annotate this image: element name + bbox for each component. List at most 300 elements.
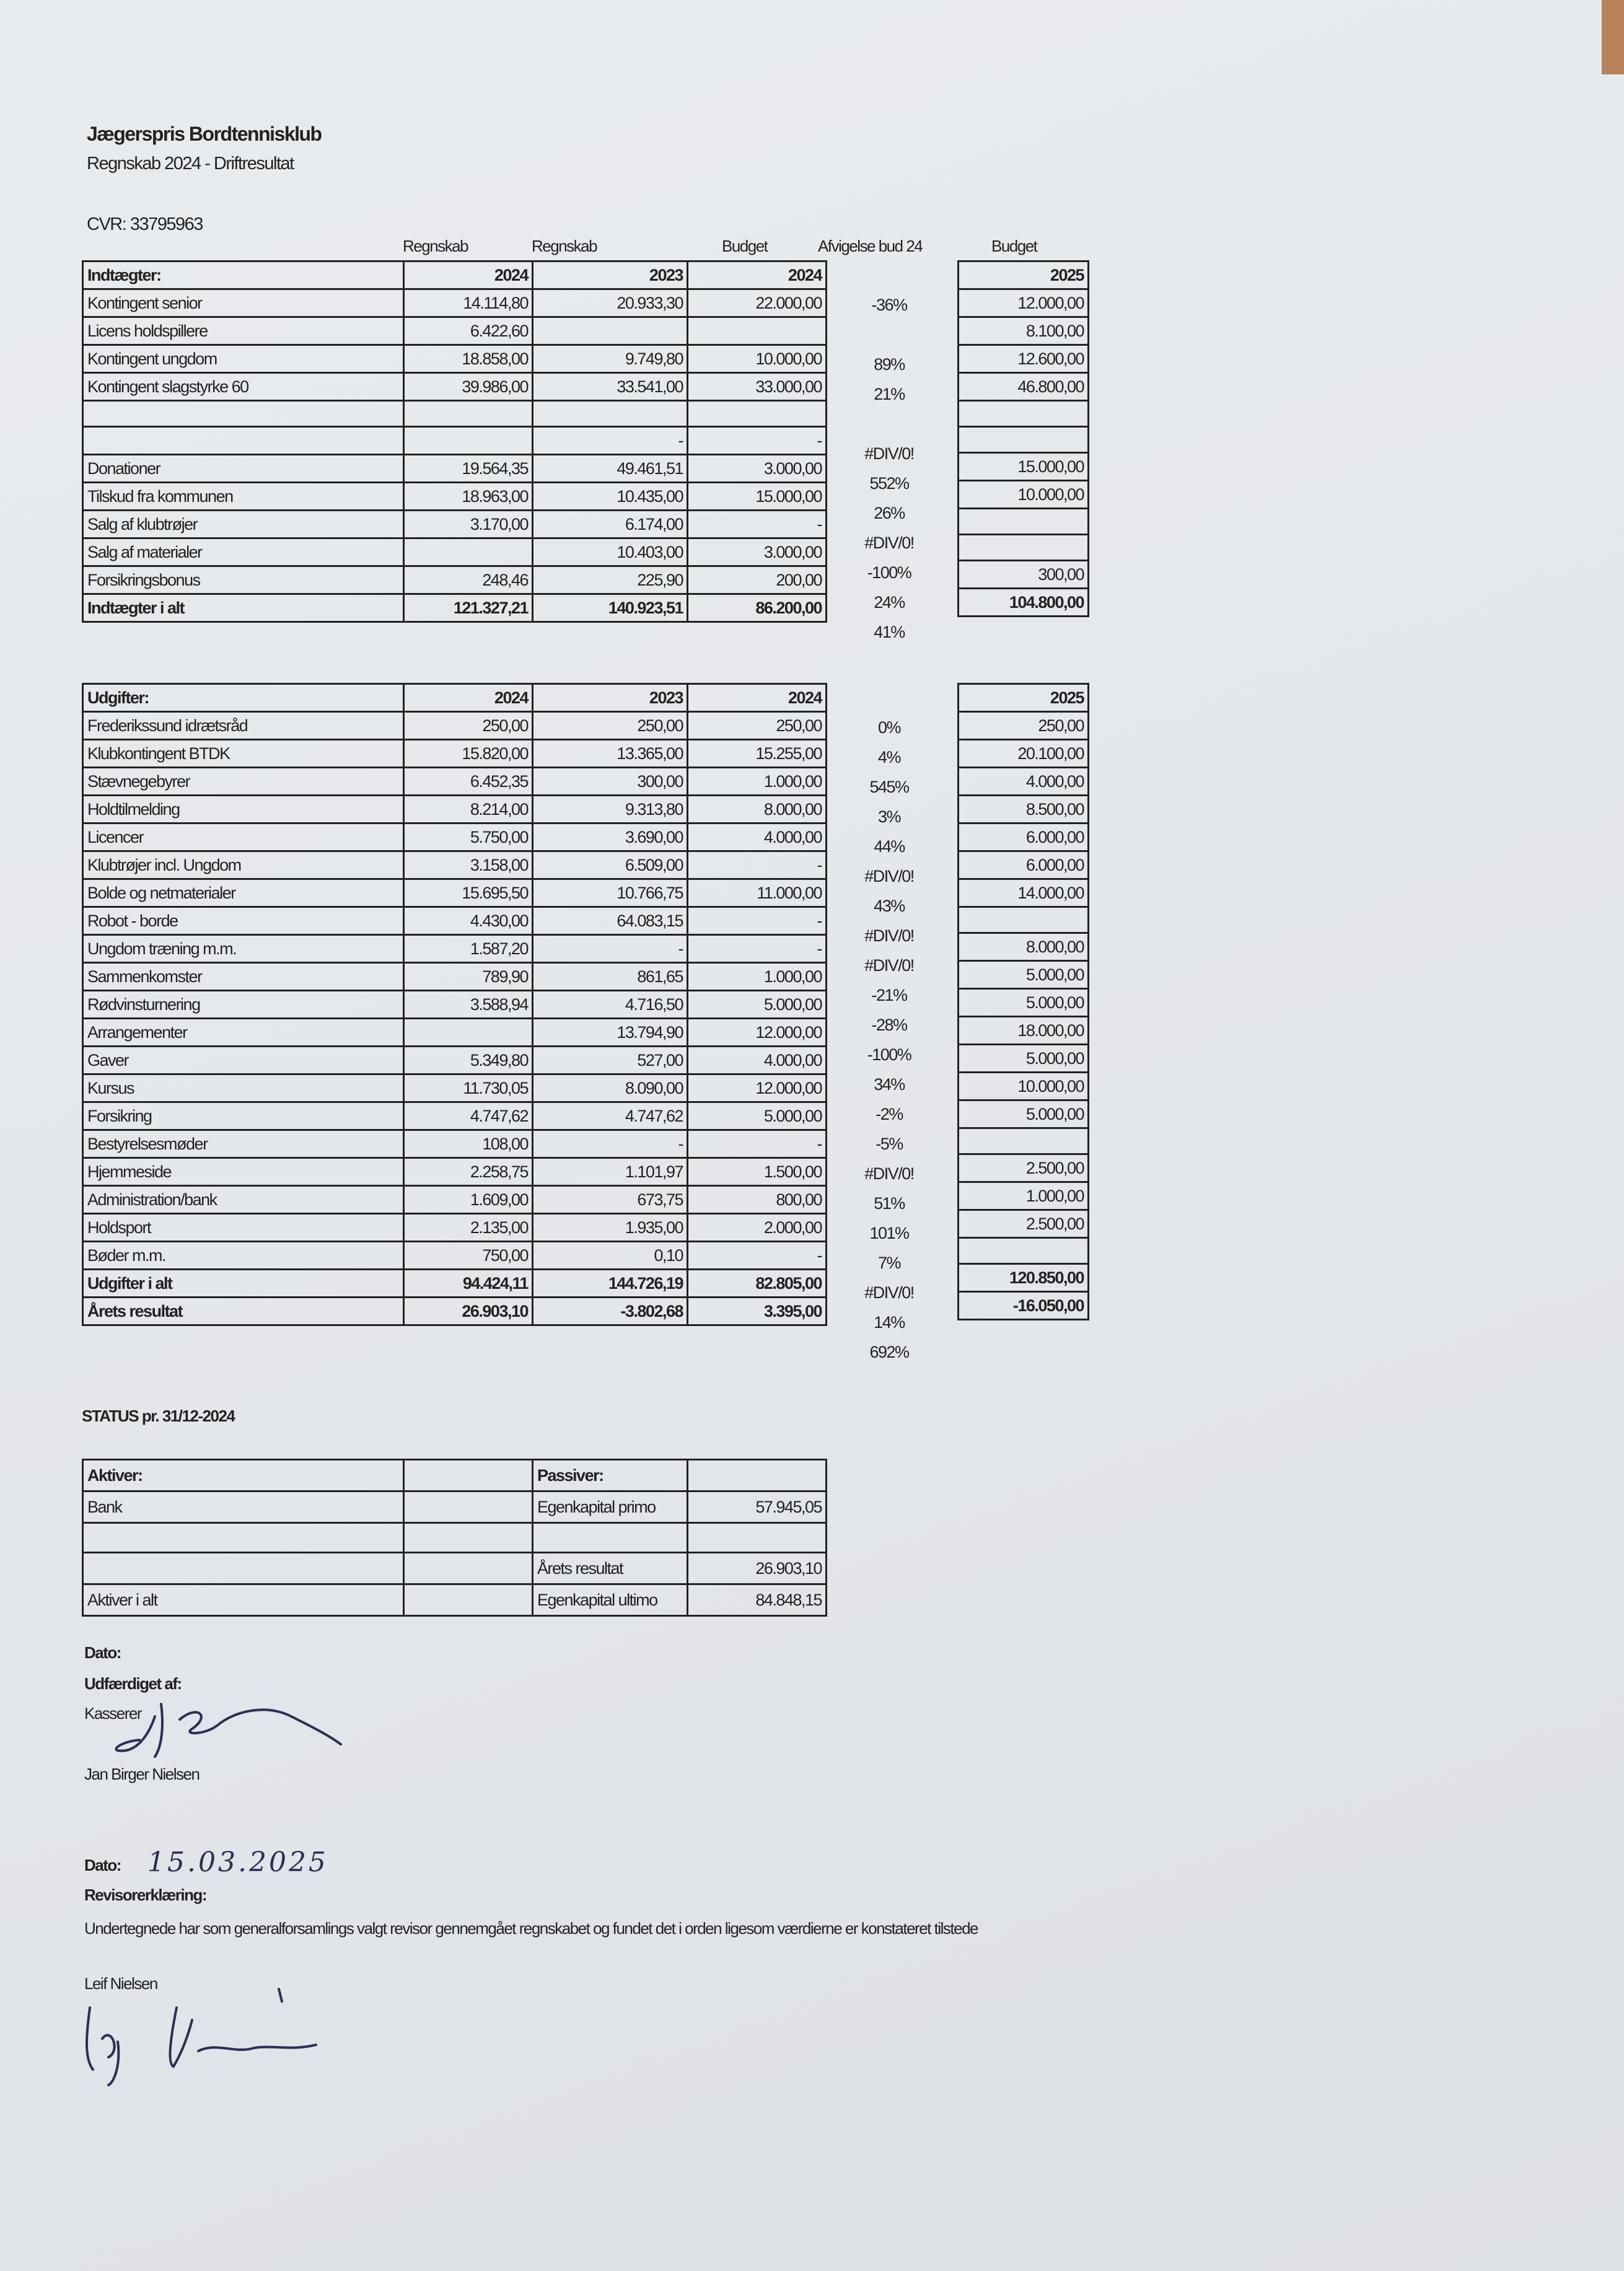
empty-cell [83,1553,404,1584]
value-budget-2024: 8.000,00 [688,796,827,824]
value-regnskab-2023: 250,00 [533,712,688,740]
value-deviation: #DIV/0! [864,1164,914,1183]
value-budget-2024: 4.000,00 [688,824,827,851]
value-budget-2024: 5.000,00 [688,1102,827,1130]
value-budget-2024: 15.000,00 [688,483,827,511]
empty-cell [824,683,954,713]
value-regnskab-2023: 225,90 [533,566,688,594]
value-budget-2024: 1.000,00 [688,963,827,991]
row-label [83,401,404,427]
paper-edge [1602,0,1624,74]
value-budget-2025: 46.800,00 [959,373,1089,401]
value-regnskab-2023 [533,317,688,345]
value-deviation: -21% [871,986,907,1004]
col-header-budget-2025: Budget [991,237,1037,255]
table-row [83,373,827,401]
value-regnskab-2024: 2024 [404,684,533,712]
row-label: Frederikssund idrætsråd [83,712,404,740]
expense-deviation-column [824,683,954,1367]
table-row [83,879,827,907]
value-regnskab-2024: 2.258,75 [404,1158,533,1186]
table-row [83,401,827,427]
value-regnskab-2024 [404,538,533,566]
value-budget-2024: - [688,935,827,963]
row-label: Årets resultat [83,1298,404,1325]
value-deviation: #DIV/0! [864,956,914,975]
table-row [83,594,827,622]
budget-row [959,1045,1089,1073]
table-row [83,796,827,824]
row-label: Indtægter i alt [83,594,404,622]
budget-row [959,740,1089,768]
value-regnskab-2023: 20.933,30 [533,289,688,317]
row-label: Salg af klubtrøjer [83,511,404,538]
revisor-label: Revisorerklæring: [84,1886,207,1904]
budget-row [959,427,1089,453]
dato2-value: 15.03.2025 [147,1847,328,1878]
value-regnskab-2024: 15.820,00 [404,740,533,768]
empty-cell [688,1460,827,1491]
value-regnskab-2023: - [533,1130,688,1158]
value-budget-2024: 11.000,00 [688,879,827,907]
value-regnskab-2024: 6.452,35 [404,768,533,796]
value-budget-2025 [959,907,1089,933]
value-deviation: 89% [874,355,905,374]
value-budget-2025: 8.000,00 [959,933,1089,961]
value-regnskab-2023: 140.923,51 [533,594,688,622]
value-regnskab-2024: 18.858,00 [404,345,533,373]
value-deviation: #DIV/0! [864,926,914,945]
value-regnskab-2024: 8.214,00 [404,796,533,824]
value-deviation: 26% [874,504,905,522]
kasserer-label: Kasserer [84,1704,142,1723]
value-deviation: 34% [874,1075,905,1094]
value-budget-2025: 6.000,00 [959,824,1089,851]
value-budget-2024: 1.000,00 [688,768,827,796]
value-deviation: #DIV/0! [864,534,914,552]
value-regnskab-2024 [404,1019,533,1047]
value-budget-2025: 1.000,00 [959,1182,1089,1210]
row-label: Klubkontingent BTDK [83,740,404,768]
value-regnskab-2024: 19.564,35 [404,455,533,483]
table-row [83,1102,827,1130]
value-regnskab-2024: 750,00 [404,1242,533,1270]
value-deviation: 43% [874,897,905,915]
table-row [83,1130,827,1158]
value-budget-2024: - [688,1130,827,1158]
value-budget-2024: 2.000,00 [688,1214,827,1242]
value-deviation: -28% [871,1016,907,1034]
value-regnskab-2023: 10.435,00 [533,483,688,511]
value-budget-2025 [959,1128,1089,1154]
budget-row [959,289,1089,317]
value-budget-2024: 3.395,00 [688,1298,827,1325]
row-label: Forsikring [83,1102,404,1130]
budget-row [959,1100,1089,1128]
income-table [82,260,827,623]
value-regnskab-2024: 3.170,00 [404,511,533,538]
empty-cell [688,1523,827,1553]
value-regnskab-2023: 144.726,19 [533,1270,688,1298]
col-header-regnskab-2024: Regnskab [403,237,468,255]
table-row [83,317,827,345]
value-budget-2024: - [688,851,827,879]
value-regnskab-2023: 2023 [533,261,688,289]
deviation-row [824,260,954,290]
row-label: Licencer [83,824,404,851]
row-label [83,427,404,455]
budget-row [959,535,1089,561]
deviation-row [824,1218,954,1248]
value-regnskab-2023: 64.083,15 [533,907,688,935]
deviation-row [824,1337,954,1367]
budget-row [959,989,1089,1017]
value-budget-2024: 15.255,00 [688,740,827,768]
value-budget-2025: 18.000,00 [959,1017,1089,1045]
aktiver-i-alt-label: Aktiver i alt [83,1584,404,1616]
budget-row [959,933,1089,961]
row-label: Udgifter i alt [83,1270,404,1298]
budget-row [959,824,1089,851]
budget-row [959,907,1089,933]
value-budget-2025: 4.000,00 [959,768,1089,796]
value-budget-2024: 200,00 [688,566,827,594]
row-label: Salg af materialer [83,538,404,566]
row-label: Donationer [83,455,404,483]
value-budget-2025: 5.000,00 [959,961,1089,989]
value-budget-2024: 33.000,00 [688,373,827,401]
value-regnskab-2023: 4.747,62 [533,1102,688,1130]
value-regnskab-2023: 10.403,00 [533,538,688,566]
value-regnskab-2024: 5.750,00 [404,824,533,851]
table-row [83,963,827,991]
row-label: Bolde og netmaterialer [83,879,404,907]
budget-row [959,481,1089,509]
deviation-row [824,1188,954,1218]
table-row [83,768,827,796]
deviation-row [824,439,954,468]
table-row [83,712,827,740]
value-deviation: -2% [876,1105,903,1123]
value-budget-2025: 2.500,00 [959,1210,1089,1238]
deviation-row [824,379,954,409]
value-regnskab-2024: 3.158,00 [404,851,533,879]
table-row [83,1074,827,1102]
value-budget-2025 [959,509,1089,535]
value-regnskab-2024: 2.135,00 [404,1214,533,1242]
value-budget-2024: - [688,1242,827,1270]
budget-row [959,317,1089,345]
table-row [83,740,827,768]
income-deviation-column [824,260,954,647]
deviation-row [824,409,954,439]
empty-cell [404,1584,533,1616]
deviation-row [824,1248,954,1278]
value-budget-2024: 5.000,00 [688,991,827,1019]
row-label: Licens holdspillere [83,317,404,345]
value-regnskab-2023: 861,65 [533,963,688,991]
value-deviation: -100% [867,563,911,582]
table-row [83,538,827,566]
budget-row [959,1182,1089,1210]
value-regnskab-2023: 6.174,00 [533,511,688,538]
arets-resultat-value: 26.903,10 [688,1553,827,1584]
value-budget-2025: 2.500,00 [959,1154,1089,1182]
budget-row [959,768,1089,796]
value-regnskab-2023: 1.101,97 [533,1158,688,1186]
value-budget-2024: 3.000,00 [688,455,827,483]
table-row [83,935,827,963]
budget-row [959,1154,1089,1182]
row-label: Rødvinsturnering [83,991,404,1019]
row-label: Sammenkomster [83,963,404,991]
empty-cell [824,260,954,290]
value-budget-2024: - [688,907,827,935]
dato-label: Dato: [84,1643,121,1662]
value-budget-2025: 12.600,00 [959,345,1089,373]
value-budget-2024: 2024 [688,684,827,712]
value-deviation [824,409,954,439]
row-label: Arrangementer [83,1019,404,1047]
table-row [83,907,827,935]
value-regnskab-2024: 3.588,94 [404,991,533,1019]
value-budget-2025: 6.000,00 [959,851,1089,879]
value-regnskab-2023: 33.541,00 [533,373,688,401]
value-regnskab-2024: 1.609,00 [404,1186,533,1214]
value-budget-2025: 10.000,00 [959,481,1089,509]
row-label: Kontingent slagstyrke 60 [83,373,404,401]
table-row [83,345,827,373]
value-deviation: 7% [877,1254,901,1272]
expense-table [82,683,827,1326]
value-deviation: 692% [869,1343,909,1361]
value-deviation: -5% [876,1135,903,1153]
value-regnskab-2023: 13.365,00 [533,740,688,768]
value-deviation: 24% [874,593,905,612]
value-budget-2025: 250,00 [959,712,1089,740]
deviation-row [824,861,954,891]
deviation-row [824,772,954,802]
value-regnskab-2023: 9.749,80 [533,345,688,373]
value-regnskab-2024: 121.327,21 [404,594,533,622]
value-budget-2025: 10.000,00 [959,1073,1089,1100]
table-row [83,1186,827,1214]
value-budget-2024: 1.500,00 [688,1158,827,1186]
row-label: Indtægter: [83,261,404,289]
value-budget-2024: 10.000,00 [688,345,827,373]
value-budget-2024: - [688,511,827,538]
row-label: Bøder m.m. [83,1242,404,1270]
deviation-row [824,1129,954,1159]
deviation-row [824,683,954,713]
deviation-row [824,498,954,528]
revisor-name: Leif Nielsen [84,1974,157,1993]
budget-row [959,796,1089,824]
value-regnskab-2023: -3.802,68 [533,1298,688,1325]
club-name: Jægerspris Bordtennisklub [87,123,322,145]
subtitle: Regnskab 2024 - Driftresultat [87,154,294,174]
budget-row [959,401,1089,427]
value-regnskab-2024: 14.114,80 [404,289,533,317]
status-title: STATUS pr. 31/12-2024 [82,1407,235,1425]
value-regnskab-2024: 94.424,11 [404,1270,533,1298]
value-regnskab-2023 [533,401,688,427]
value-deviation: 51% [874,1194,905,1213]
deviation-row [824,713,954,742]
value-budget-2025 [959,401,1089,427]
budget-row [959,261,1089,289]
value-budget-2024: 800,00 [688,1186,827,1214]
value-deviation: 0% [877,718,901,737]
value-regnskab-2023: - [533,935,688,963]
row-label: Forsikringsbonus [83,566,404,594]
value-regnskab-2024: 4.747,62 [404,1102,533,1130]
empty-cell [533,1523,688,1553]
value-deviation [824,320,954,349]
empty-cell [83,1523,404,1553]
row-label: Klubtrøjer incl. Ungdom [83,851,404,879]
value-regnskab-2023: 300,00 [533,768,688,796]
value-budget-2025: 2025 [959,684,1089,712]
value-budget-2025: 12.000,00 [959,289,1089,317]
budget-row [959,879,1089,907]
budget-row [959,561,1089,589]
row-label: Holdsport [83,1214,404,1242]
deviation-row [824,528,954,558]
deviation-row [824,1040,954,1070]
arets-resultat-label: Årets resultat [533,1553,688,1584]
table-row [83,1019,827,1047]
value-budget-2024: - [688,427,827,455]
row-label: Kontingent senior [83,289,404,317]
value-regnskab-2024: 248,46 [404,566,533,594]
value-regnskab-2023: 9.313,80 [533,796,688,824]
row-label: Holdtilmelding [83,796,404,824]
value-deviation: -100% [867,1045,911,1064]
aktiver-label: Aktiver: [83,1460,404,1491]
value-budget-2024 [688,317,827,345]
value-regnskab-2023: 8.090,00 [533,1074,688,1102]
value-regnskab-2023: 6.509,00 [533,851,688,879]
value-budget-2025: 104.800,00 [959,589,1089,617]
deviation-row [824,951,954,980]
deviation-row [824,921,954,951]
value-budget-2025: 14.000,00 [959,879,1089,907]
value-regnskab-2024: 1.587,20 [404,935,533,963]
col-header-afvigelse: Afvigelse bud 24 [818,237,923,255]
value-regnskab-2024: 26.903,10 [404,1298,533,1325]
deviation-row [824,1307,954,1337]
value-regnskab-2024: 5.349,80 [404,1047,533,1074]
budget-row [959,1210,1089,1238]
value-regnskab-2023: 0,10 [533,1242,688,1270]
row-label: Administration/bank [83,1186,404,1214]
table-row [83,991,827,1019]
value-regnskab-2024: 18.963,00 [404,483,533,511]
value-regnskab-2023: 10.766,75 [533,879,688,907]
value-regnskab-2023: 527,00 [533,1047,688,1074]
value-budget-2025: 5.000,00 [959,989,1089,1017]
value-budget-2024: 250,00 [688,712,827,740]
value-budget-2024: 2024 [688,261,827,289]
value-deviation: 3% [877,807,901,826]
bank-label: Bank [83,1491,404,1523]
egenkapital-ultimo-label: Egenkapital ultimo [533,1584,688,1616]
budget-row [959,961,1089,989]
deviation-row [824,891,954,921]
value-budget-2025: 300,00 [959,561,1089,589]
value-regnskab-2024 [404,401,533,427]
deviation-row [824,1099,954,1129]
value-regnskab-2024: 4.430,00 [404,907,533,935]
deviation-row [824,320,954,349]
value-regnskab-2023: 4.716,50 [533,991,688,1019]
value-budget-2025: 8.500,00 [959,796,1089,824]
table-row [83,851,827,879]
value-deviation: #DIV/0! [864,867,914,885]
passiver-label: Passiver: [533,1460,688,1491]
budget-row [959,345,1089,373]
value-budget-2025 [959,1238,1089,1264]
table-row [83,824,827,851]
value-deviation: 4% [877,748,901,767]
deviation-row [824,290,954,320]
budget-row [959,1128,1089,1154]
col-header-regnskab-2023: Regnskab [532,237,597,255]
deviation-row [824,802,954,832]
value-regnskab-2023: 2023 [533,684,688,712]
deviation-row [824,1010,954,1040]
table-row [83,1298,827,1325]
value-deviation: -36% [871,296,907,314]
value-budget-2024: 4.000,00 [688,1047,827,1074]
value-regnskab-2024: 2024 [404,261,533,289]
budget-row [959,1073,1089,1100]
table-row [83,1158,827,1186]
value-deviation: 44% [874,837,905,856]
row-label: Bestyrelsesmøder [83,1130,404,1158]
value-regnskab-2023: 13.794,90 [533,1019,688,1047]
value-budget-2024: 86.200,00 [688,594,827,622]
deviation-row [824,980,954,1010]
value-budget-2025: 8.100,00 [959,317,1089,345]
value-budget-2025: 5.000,00 [959,1045,1089,1073]
value-budget-2025: -16.050,00 [959,1292,1089,1320]
budget-row [959,684,1089,712]
table-row [83,483,827,511]
value-deviation: 14% [874,1313,905,1332]
row-label: Gaver [83,1047,404,1074]
value-deviation: 101% [869,1224,909,1242]
deviation-row [824,1070,954,1099]
value-budget-2024: 82.805,00 [688,1270,827,1298]
value-budget-2025 [959,535,1089,561]
value-budget-2025: 15.000,00 [959,453,1089,481]
cvr-number: CVR: 33795963 [87,214,203,234]
budget-row [959,1264,1089,1292]
table-row [83,427,827,455]
row-label: Hjemmeside [83,1158,404,1186]
value-regnskab-2023: 673,75 [533,1186,688,1214]
value-deviation: 41% [874,623,905,641]
col-header-budget-2024: Budget [722,237,768,255]
value-regnskab-2023: 49.461,51 [533,455,688,483]
value-deviation: 545% [869,778,909,796]
budget-row [959,1017,1089,1045]
empty-cell [404,1491,533,1523]
value-deviation: 21% [874,385,905,403]
row-label: Ungdom træning m.m. [83,935,404,963]
